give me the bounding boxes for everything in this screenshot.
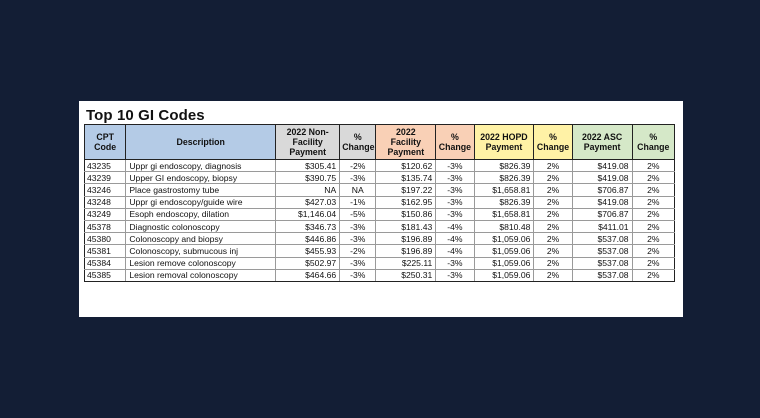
cell-nonfac: $427.03 [276,196,340,208]
cell-fac: $250.31 [376,269,436,281]
cell-desc: Esoph endoscopy, dilation [126,208,276,220]
column-header-line: Change [536,142,570,152]
column-header-line: 2022 [396,127,416,137]
table-card [79,101,683,317]
cell-code: 43248 [85,196,126,208]
column-header-asc [572,125,632,160]
cell-hopd: $1,059.06 [474,269,534,281]
cell-fac: $162.95 [376,196,436,208]
column-header-fac-pct [436,125,474,160]
column-header-line: Facility [292,137,323,147]
cell-fac: $197.22 [376,184,436,196]
cell-desc: Lesion removal colonoscopy [126,269,276,281]
cell-code: 43235 [85,160,126,172]
cell-hopd: $1,059.06 [474,257,534,269]
cell-nonfac-pct: -2% [340,245,376,257]
cell-nonfac: $455.93 [276,245,340,257]
cell-desc: Uppr gi endoscopy, diagnosis [126,160,276,172]
column-header-hopd [474,125,534,160]
table-row [85,233,675,245]
cell-hopd: $826.39 [474,172,534,184]
cell-desc: Lesion remove colonoscopy [126,257,276,269]
cell-nonfac-pct: -1% [340,196,376,208]
table-body [85,160,675,282]
cell-fac: $225.11 [376,257,436,269]
cell-hopd: $1,059.06 [474,233,534,245]
table-row [85,269,675,281]
cell-fac: $181.43 [376,220,436,232]
cell-asc-pct: 2% [632,184,674,196]
cell-nonfac: $502.97 [276,257,340,269]
column-header-line: 2022 ASC [581,132,623,142]
cell-hopd: $1,059.06 [474,245,534,257]
column-header-line: 2022 Non- [286,127,329,137]
cell-desc: Colonoscopy and biopsy [126,233,276,245]
header-row [85,125,675,160]
cell-code: 43246 [85,184,126,196]
cell-asc: $537.08 [572,257,632,269]
cell-desc: Uppr gi endoscopy/guide wire [126,196,276,208]
cell-asc-pct: 2% [632,245,674,257]
cell-code: 45378 [85,220,126,232]
column-header-line: Code [94,142,117,152]
column-header-line: Change [637,142,670,152]
cell-fac-pct: -4% [436,220,474,232]
cell-desc: Colonoscopy, submucous inj [126,245,276,257]
cell-fac-pct: -3% [436,160,474,172]
table-row [85,220,675,232]
column-header-fac [376,125,436,160]
cell-nonfac: NA [276,184,340,196]
cell-hopd-pct: 2% [534,220,572,232]
table-row [85,208,675,220]
cell-desc: Place gastrostomy tube [126,184,276,196]
cell-asc: $537.08 [572,233,632,245]
cell-asc: $411.01 [572,220,632,232]
table-row [85,196,675,208]
cell-asc: $706.87 [572,184,632,196]
column-header-line: Payment [485,142,523,152]
cell-hopd-pct: 2% [534,172,572,184]
cell-desc: Upper GI endoscopy, biopsy [126,172,276,184]
cell-asc: $419.08 [572,172,632,184]
column-header-line: Change [342,142,375,152]
cell-nonfac-pct: -2% [340,160,376,172]
table-title: Top 10 GI Codes [86,107,205,124]
cell-asc-pct: 2% [632,160,674,172]
cell-hopd-pct: 2% [534,208,572,220]
cell-nonfac-pct: -3% [340,257,376,269]
cell-fac-pct: -4% [436,233,474,245]
column-header-nonfac-pct [340,125,376,160]
cell-nonfac: $390.75 [276,172,340,184]
cell-hopd-pct: 2% [534,160,572,172]
cell-fac: $150.86 [376,208,436,220]
column-header-line: CPT [96,132,114,142]
column-header-line: 2022 HOPD [480,132,528,142]
cell-nonfac: $305.41 [276,160,340,172]
cell-fac-pct: -3% [436,184,474,196]
cell-nonfac-pct: -3% [340,233,376,245]
cell-asc: $419.08 [572,160,632,172]
cell-asc-pct: 2% [632,220,674,232]
cell-nonfac: $446.86 [276,233,340,245]
cell-hopd-pct: 2% [534,184,572,196]
cell-nonfac-pct: NA [340,184,376,196]
column-header-desc [126,125,276,160]
cell-code: 43239 [85,172,126,184]
cell-asc-pct: 2% [632,257,674,269]
cell-hopd: $826.39 [474,196,534,208]
cell-fac-pct: -3% [436,172,474,184]
column-header-line: % [549,132,557,142]
table-row [85,184,675,196]
cell-code: 45380 [85,233,126,245]
cell-hopd-pct: 2% [534,245,572,257]
cell-asc: $706.87 [572,208,632,220]
cell-fac: $135.74 [376,172,436,184]
table-row [85,245,675,257]
cell-hopd-pct: 2% [534,257,572,269]
cell-asc-pct: 2% [632,233,674,245]
cell-nonfac-pct: -5% [340,208,376,220]
cell-fac-pct: -3% [436,196,474,208]
cell-nonfac: $464.66 [276,269,340,281]
column-header-line: % [450,132,459,142]
cell-nonfac-pct: -3% [340,172,376,184]
cell-hopd: $826.39 [474,160,534,172]
cell-asc-pct: 2% [632,208,674,220]
cell-asc-pct: 2% [632,196,674,208]
cell-asc-pct: 2% [632,269,674,281]
cell-hopd-pct: 2% [534,196,572,208]
column-header-line: % [353,132,362,142]
cell-asc: $419.08 [572,196,632,208]
column-header-line: % [649,132,658,142]
table-row [85,160,675,172]
gi-codes-table [84,124,675,282]
cell-hopd: $1,658.81 [474,208,534,220]
cell-hopd-pct: 2% [534,233,572,245]
column-header-line: Change [438,142,472,152]
cell-asc: $537.08 [572,269,632,281]
cell-code: 43249 [85,208,126,220]
cell-fac: $196.89 [376,233,436,245]
cell-fac-pct: -3% [436,208,474,220]
column-header-line: Facility [390,137,421,147]
column-header-hopd-pct [534,125,572,160]
column-header-asc-pct [632,125,674,160]
cell-nonfac-pct: -3% [340,220,376,232]
cell-asc: $537.08 [572,245,632,257]
cell-nonfac: $1,146.04 [276,208,340,220]
cell-desc: Diagnostic colonoscopy [126,220,276,232]
cell-hopd-pct: 2% [534,269,572,281]
column-header-line: Description [176,137,225,147]
cell-hopd: $1,658.81 [474,184,534,196]
cell-fac-pct: -3% [436,269,474,281]
column-header-line: Payment [387,147,425,157]
cell-fac-pct: -4% [436,245,474,257]
cell-nonfac: $346.73 [276,220,340,232]
cell-code: 45381 [85,245,126,257]
table-row [85,257,675,269]
cell-hopd: $810.48 [474,220,534,232]
column-header-line: Payment [583,142,621,152]
column-header-nonfac [276,125,340,160]
cell-code: 45385 [85,269,126,281]
cell-fac-pct: -3% [436,257,474,269]
cell-fac: $196.89 [376,245,436,257]
cell-code: 45384 [85,257,126,269]
cell-nonfac-pct: -3% [340,269,376,281]
table-row [85,172,675,184]
column-header-line: Payment [289,147,326,157]
cell-fac: $120.62 [376,160,436,172]
column-header-code [85,125,126,160]
cell-asc-pct: 2% [632,172,674,184]
